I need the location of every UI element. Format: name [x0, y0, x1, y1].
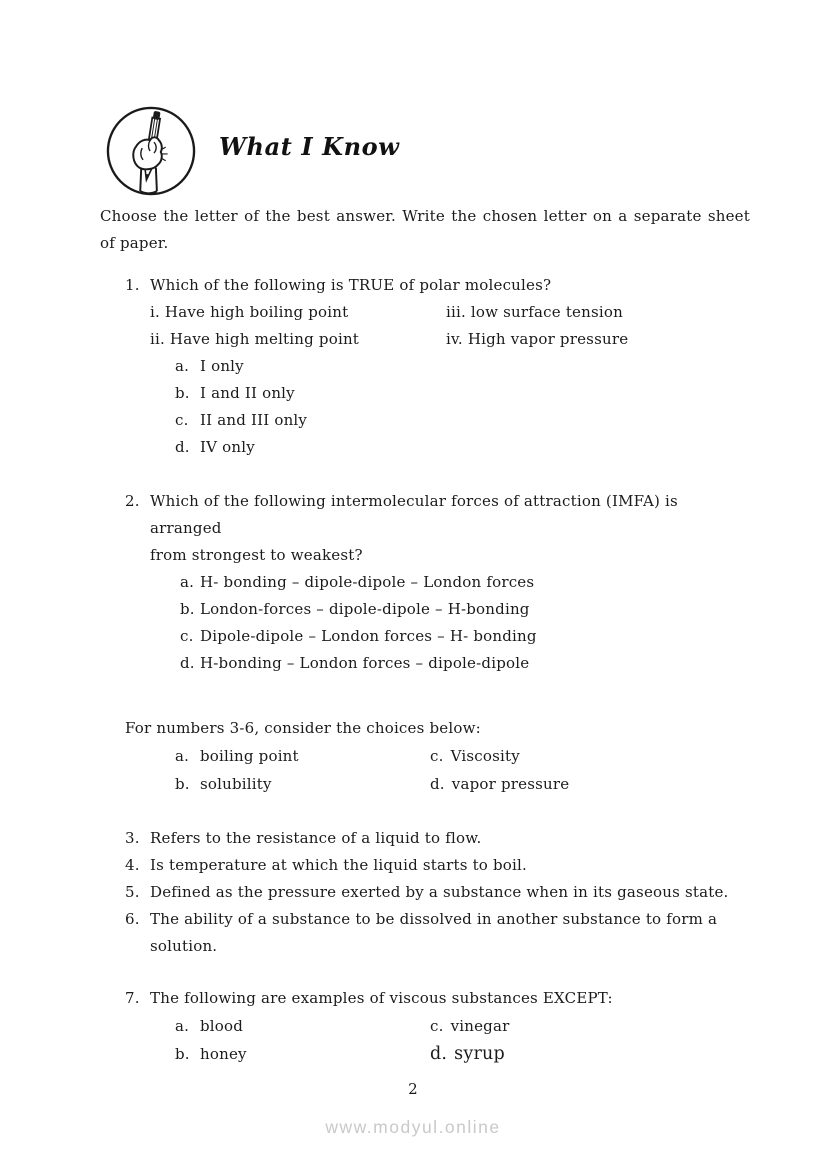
question-5 — [100, 879, 750, 906]
choice-c — [180, 623, 750, 650]
question-text: Defined as the pressure exerted by a substance when in its gaseous state. — [150, 883, 729, 901]
choice-label: a. — [180, 573, 195, 591]
choice-row — [175, 1012, 750, 1040]
choice-text: solubility — [200, 775, 272, 793]
choice-label: c. — [180, 627, 194, 645]
choice-label: b. — [180, 600, 195, 618]
choice-label: a. — [175, 357, 190, 375]
choice-row — [175, 770, 750, 798]
choice-c — [175, 407, 750, 434]
choice-label: d. — [180, 654, 195, 672]
watermark-text: www.modyul.online — [325, 1117, 501, 1137]
section-title: What I Know — [219, 131, 400, 161]
choice-label: b. — [175, 775, 190, 793]
choice-a — [180, 569, 750, 596]
instructions-text: Choose the letter of the best answer. Write the chosen letter on a separate sheet of paper. — [100, 207, 750, 252]
choice-text: honey — [200, 1045, 247, 1063]
choice-text: I and II only — [200, 384, 295, 402]
choice-row — [175, 1040, 750, 1068]
question-text — [150, 906, 750, 960]
choice-text: boiling point — [200, 747, 299, 765]
choice-text: London-forces – dipole-dipole – H-bonding — [200, 600, 530, 618]
choice-text: H- bonding – dipole-dipole – London forces — [200, 573, 535, 591]
question-number: 4. — [125, 856, 140, 874]
statement-i: i. Have high boiling point — [150, 303, 349, 321]
choice-label: d. — [430, 775, 445, 793]
question-text-line: from strongest to weakest? — [150, 546, 363, 564]
choice-row — [175, 742, 750, 770]
section-intro: For numbers 3-6, consider the choices below: — [125, 719, 481, 737]
choice-text: Dipole-dipole – London forces – H- bonding — [200, 627, 537, 645]
choice-label: c. — [175, 411, 189, 429]
question-text-line: solution. — [150, 937, 218, 955]
question-1 — [100, 272, 750, 461]
page-number: 2 — [408, 1080, 418, 1098]
question-text-line: The ability of a substance to be dissolved in another substance to form a — [150, 910, 718, 928]
choices-list — [175, 353, 750, 461]
choice-b — [180, 596, 750, 623]
question-number: 2. — [125, 492, 140, 510]
question-2 — [100, 488, 750, 677]
question-number: 5. — [125, 883, 140, 901]
choice-text: vinegar — [450, 1017, 510, 1035]
page-content — [100, 0, 750, 1068]
choice-text: syrup — [454, 1044, 505, 1064]
choice-d — [175, 434, 750, 461]
choice-label: d. — [430, 1044, 448, 1064]
question-6 — [100, 906, 750, 960]
statement-row — [150, 326, 750, 353]
choice-label: a. — [175, 747, 190, 765]
question-number: 6. — [125, 910, 140, 928]
question-text — [150, 488, 750, 569]
choice-text: IV only — [200, 438, 255, 456]
question-7 — [100, 985, 750, 1068]
question-3 — [100, 825, 750, 852]
question-text: Which of the following is TRUE of polar molecules? — [150, 276, 552, 294]
choice-text: vapor pressure — [451, 775, 570, 793]
section-header — [100, 104, 750, 198]
statement-row — [150, 299, 750, 326]
choice-text: II and III only — [200, 411, 308, 429]
choice-d — [180, 650, 750, 677]
choice-label: d. — [175, 438, 190, 456]
choice-text: I only — [200, 357, 244, 375]
statement-iv: iv. High vapor pressure — [446, 330, 629, 348]
choice-label: b. — [175, 1045, 190, 1063]
choice-label: c. — [430, 1017, 444, 1035]
question-number: 7. — [125, 989, 140, 1007]
question-4 — [100, 852, 750, 879]
choice-label: c. — [430, 747, 444, 765]
question-text: The following are examples of viscous substances EXCEPT: — [150, 989, 613, 1007]
choice-label: b. — [175, 384, 190, 402]
choice-label: a. — [175, 1017, 190, 1035]
questions-3-6 — [100, 825, 750, 960]
statement-iii: iii. low surface tension — [446, 303, 623, 321]
question-text: Is temperature at which the liquid starts to boil. — [150, 856, 527, 874]
question-text-line: Which of the following intermolecular forces of attraction (IMFA) is arranged — [150, 492, 678, 537]
choice-text: H-bonding – London forces – dipole-dipole — [200, 654, 530, 672]
question-text: Refers to the resistance of a liquid to flow. — [150, 829, 482, 847]
hand-writing-pencil-icon — [105, 105, 197, 197]
choice-text: Viscosity — [450, 747, 520, 765]
statement-ii: ii. Have high melting point — [150, 330, 360, 348]
section-3-6 — [100, 715, 750, 798]
choice-a — [175, 353, 750, 380]
choices-list — [180, 569, 750, 677]
choice-text: blood — [200, 1017, 244, 1035]
question-number: 1. — [125, 276, 140, 294]
choice-b — [175, 380, 750, 407]
question-number: 3. — [125, 829, 140, 847]
